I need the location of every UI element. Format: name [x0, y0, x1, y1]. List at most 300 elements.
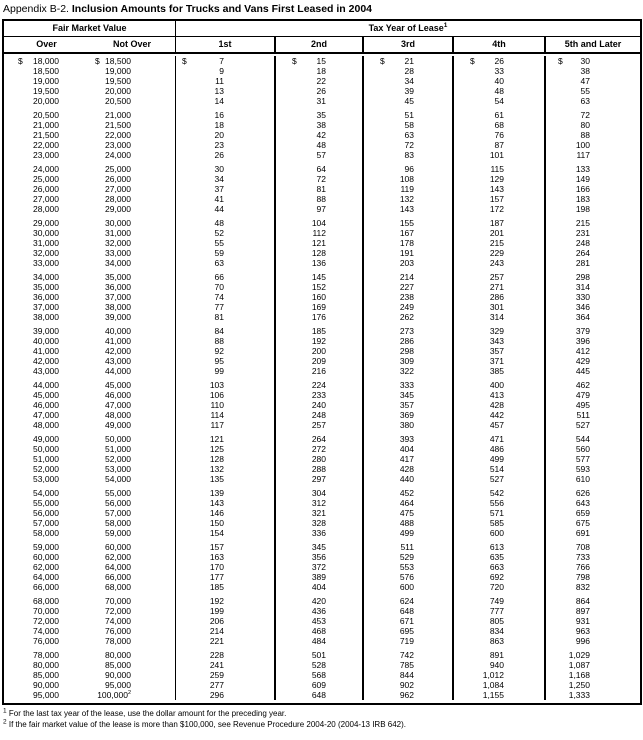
cell-value: 336: [311, 528, 326, 538]
cell-value: 30,000: [105, 218, 131, 228]
table-cell: [546, 606, 640, 616]
table-cell: [176, 248, 274, 258]
table-cell: [176, 174, 274, 184]
cell-value: 41,000: [105, 336, 131, 346]
table-cell: [4, 272, 89, 282]
table-cell: [546, 508, 640, 518]
table-cell: [546, 366, 640, 376]
table-cell: [176, 410, 274, 420]
cell-value: 412: [575, 346, 590, 356]
table-cell: [364, 420, 452, 430]
cell-value: 48: [494, 86, 504, 96]
table-cell: [546, 248, 640, 258]
cell-value: 74: [214, 292, 224, 302]
cell-value: 514: [489, 464, 504, 474]
table-cell: [546, 66, 640, 76]
cell-value: 117: [210, 420, 224, 430]
table-cell: [546, 258, 640, 268]
cell-value: 160: [311, 292, 326, 302]
cell-value: 21,000: [105, 110, 131, 120]
cell-value: 58,000: [33, 528, 59, 538]
cell-value: 100: [575, 140, 590, 150]
cell-value: 343: [489, 336, 504, 346]
table-cell: [176, 356, 274, 366]
table-cell: [89, 164, 175, 174]
cell-value: 214: [209, 626, 224, 636]
cell-value: 21,000: [33, 120, 59, 130]
cell-value: 57,000: [105, 508, 131, 518]
table-cell: [364, 302, 452, 312]
cell-value: 41: [214, 194, 224, 204]
table-cell: [546, 356, 640, 366]
cell-value: 613: [489, 542, 504, 552]
cell-value: 133: [575, 164, 590, 174]
table-cell: [454, 434, 544, 444]
cell-value: 55,000: [105, 488, 131, 498]
table-cell: [364, 670, 452, 680]
cell-value: 60,000: [105, 542, 131, 552]
cell-value: 54: [494, 96, 504, 106]
table-cell: [4, 282, 89, 292]
cell-value: 30: [580, 56, 590, 66]
cell-value: 163: [209, 552, 224, 562]
cell-value: 356: [311, 552, 326, 562]
cell-value: 90,000: [33, 680, 59, 690]
table-cell: [89, 56, 175, 66]
cell-value: 34: [214, 174, 224, 184]
cell-value: 80,000: [33, 660, 59, 670]
cell-value: 400: [489, 380, 504, 390]
cell-value: 30,000: [33, 228, 59, 238]
table-cell: [4, 420, 89, 430]
table-cell: [276, 690, 362, 700]
table-cell: [4, 292, 89, 302]
dollar-sign: $: [558, 56, 563, 66]
cell-value: 271: [489, 282, 504, 292]
table-cell: [454, 130, 544, 140]
cell-value: 96: [404, 164, 414, 174]
cell-value: 31,000: [33, 238, 59, 248]
cell-value: 708: [575, 542, 590, 552]
cell-value: 249: [399, 302, 414, 312]
table-cell: [89, 498, 175, 508]
table-cell: [364, 238, 452, 248]
table-cell: [364, 498, 452, 508]
cell-value: 221: [209, 636, 224, 646]
table-cell: [89, 238, 175, 248]
cell-value: 21,500: [33, 130, 59, 140]
cell-value: 66: [214, 272, 224, 282]
table-cell: [364, 552, 452, 562]
dollar-sign: $: [380, 56, 385, 66]
table-cell: [276, 164, 362, 174]
cell-value: 68,000: [33, 596, 59, 606]
table-cell: [4, 174, 89, 184]
cell-value: 436: [311, 606, 326, 616]
table-cell: [276, 120, 362, 130]
table-cell: [276, 174, 362, 184]
cell-value: 357: [399, 400, 414, 410]
table-cell: [364, 650, 452, 660]
table-cell: [176, 444, 274, 454]
table-header-column-row: [4, 37, 640, 54]
cell-value: 26: [214, 150, 224, 160]
cell-value: 26: [494, 56, 504, 66]
cell-value: 863: [489, 636, 504, 646]
cell-value: 88: [580, 130, 590, 140]
cell-value: 84: [214, 326, 224, 336]
table-cell: [454, 258, 544, 268]
table-cell: [364, 380, 452, 390]
table-cell: [546, 76, 640, 86]
table-cell: [89, 650, 175, 660]
table-cell: [176, 150, 274, 160]
dollar-sign: $: [470, 56, 475, 66]
col-2nd: [274, 56, 362, 700]
cell-value: 440: [399, 474, 414, 484]
table-cell: [276, 562, 362, 572]
table-cell: [276, 518, 362, 528]
cell-value: 52,000: [33, 464, 59, 474]
cell-value: 110: [210, 400, 224, 410]
table-cell: [546, 464, 640, 474]
cell-value: 70,000: [105, 596, 131, 606]
cell-value: 183: [575, 194, 590, 204]
cell-value: 66,000: [33, 582, 59, 592]
table-cell: [89, 528, 175, 538]
cell-value: 128: [209, 454, 224, 464]
cell-value: 248: [575, 238, 590, 248]
table-cell: [546, 498, 640, 508]
col-not-over: [89, 56, 176, 700]
table-cell: [364, 292, 452, 302]
cell-value: 48,000: [33, 420, 59, 430]
cell-value: 38: [580, 66, 590, 76]
table-cell: [89, 636, 175, 646]
table-cell: [454, 420, 544, 430]
cell-value: 22: [316, 76, 326, 86]
table-cell: [176, 464, 274, 474]
cell-value: 600: [489, 528, 504, 538]
cell-value: 143: [489, 184, 504, 194]
table-cell: [454, 542, 544, 552]
table-cell: [546, 110, 640, 120]
table-cell: [454, 552, 544, 562]
cell-value: 56,000: [33, 508, 59, 518]
cell-value: 145: [311, 272, 326, 282]
header-3rd: 3rd: [362, 37, 452, 52]
table-cell: [454, 86, 544, 96]
table-cell: [546, 690, 640, 700]
cell-value: 136: [311, 258, 326, 268]
header-not-over: Not Over: [89, 37, 176, 52]
cell-value: 24,000: [105, 150, 131, 160]
table-cell: [176, 96, 274, 106]
cell-value: 121: [209, 434, 224, 444]
cell-value: 14: [214, 96, 224, 106]
cell-value: 117: [576, 150, 590, 160]
table-cell: [454, 660, 544, 670]
cell-value: 19,500: [33, 86, 59, 96]
table-cell: [454, 96, 544, 106]
table-cell: [176, 542, 274, 552]
table-cell: [546, 636, 640, 646]
cell-value: 55: [580, 86, 590, 96]
table-cell: [276, 474, 362, 484]
table-cell: [4, 454, 89, 464]
cell-value: 157: [489, 194, 504, 204]
cell-value: 187: [489, 218, 504, 228]
table-cell: [276, 508, 362, 518]
header-fair-market-value: Fair Market Value: [4, 21, 176, 36]
cell-value: 20: [214, 130, 224, 140]
cell-value: 26,000: [105, 174, 131, 184]
table-cell: [546, 282, 640, 292]
cell-value: 28,000: [105, 194, 131, 204]
table-cell: [364, 616, 452, 626]
cell-value: 16: [214, 110, 224, 120]
table-cell: [364, 488, 452, 498]
cell-value: 527: [575, 420, 590, 430]
table-cell: [89, 582, 175, 592]
table-cell: [4, 184, 89, 194]
table-cell: [454, 366, 544, 376]
table-cell: [4, 474, 89, 484]
cell-value: 45,000: [105, 380, 131, 390]
cell-value: 63: [580, 96, 590, 106]
cell-value: 40: [494, 76, 504, 86]
table-cell: [454, 326, 544, 336]
table-cell: [546, 454, 640, 464]
cell-value: 68,000: [105, 582, 131, 592]
table-cell: [4, 390, 89, 400]
cell-value: 57,000: [33, 518, 59, 528]
table-cell: [276, 140, 362, 150]
cell-value: 301: [489, 302, 504, 312]
table-cell: [176, 66, 274, 76]
cell-value: 21,500: [105, 120, 131, 130]
cell-value: 610: [575, 474, 590, 484]
cell-value: 19,000: [105, 66, 131, 76]
cell-value: 143: [209, 498, 224, 508]
cell-value: 50,000: [33, 444, 59, 454]
table-cell: [454, 444, 544, 454]
cell-value: 216: [311, 366, 326, 376]
table-cell: [546, 528, 640, 538]
cell-value: 167: [399, 228, 414, 238]
cell-value: 420: [311, 596, 326, 606]
table-cell: [176, 498, 274, 508]
cell-value: 720: [489, 582, 504, 592]
table-cell: [364, 96, 452, 106]
table-cell: [364, 184, 452, 194]
cell-value: 241: [209, 660, 224, 670]
table-cell: [276, 410, 362, 420]
cell-value: 576: [399, 572, 414, 582]
cell-value: 231: [575, 228, 590, 238]
table-cell: [364, 164, 452, 174]
cell-value: 28,000: [33, 204, 59, 214]
table-cell: [364, 434, 452, 444]
cell-value: 1,087: [568, 660, 590, 670]
cell-value: 624: [399, 596, 414, 606]
table-cell: [276, 302, 362, 312]
table-cell: [276, 650, 362, 660]
cell-value: 80: [580, 120, 590, 130]
cell-value: 626: [575, 488, 590, 498]
title-main: Inclusion Amounts for Trucks and Vans First Leased in 2004: [68, 3, 372, 15]
table-cell: [364, 86, 452, 96]
table-cell: [364, 204, 452, 214]
table-cell: [176, 616, 274, 626]
cell-value: 85,000: [105, 660, 131, 670]
table-cell: [176, 184, 274, 194]
cell-value: 68: [494, 120, 504, 130]
table-cell: [176, 302, 274, 312]
table-cell: [89, 76, 175, 86]
cell-value: 345: [311, 542, 326, 552]
cell-value: 139: [209, 488, 224, 498]
footnote-2: [3, 717, 643, 731]
table-cell: [89, 356, 175, 366]
table-cell: [176, 218, 274, 228]
table-cell: [89, 552, 175, 562]
cell-value: 209: [311, 356, 326, 366]
table-cell: [546, 400, 640, 410]
cell-value: 593: [575, 464, 590, 474]
cell-value: 169: [311, 302, 326, 312]
table-cell: [89, 444, 175, 454]
header-tax-year-of-lease: Tax Year of Lease$^1$: [368, 22, 448, 33]
cell-value: 36,000: [105, 282, 131, 292]
cell-value: 199: [209, 606, 224, 616]
cell-value: 152: [311, 282, 326, 292]
table-cell: [4, 444, 89, 454]
table-cell: [276, 248, 362, 258]
cell-value: 940: [489, 660, 504, 670]
cell-value: 29,000: [105, 204, 131, 214]
cell-value: 321: [311, 508, 326, 518]
cell-value: 45,000: [33, 390, 59, 400]
table-cell: [4, 464, 89, 474]
cell-value: 31: [316, 96, 326, 106]
table-cell: [176, 194, 274, 204]
table-cell: [276, 542, 362, 552]
cell-value: 21: [404, 56, 414, 66]
cell-value: 72,000: [105, 606, 131, 616]
cell-value: 228: [209, 650, 224, 660]
cell-value: 50,000: [105, 434, 131, 444]
cell-value: 32,000: [33, 248, 59, 258]
cell-value: 468: [311, 626, 326, 636]
cell-value: 43,000: [105, 356, 131, 366]
table-cell: [176, 380, 274, 390]
table-cell: [276, 86, 362, 96]
table-cell: [276, 528, 362, 538]
table-cell: [89, 400, 175, 410]
cell-value: 609: [311, 680, 326, 690]
footnote-1-text: For the last tax year of the lease, use the dollar amount for the preceding year.: [8, 709, 287, 718]
cell-value: 58: [404, 120, 414, 130]
cell-value: 72,000: [33, 616, 59, 626]
cell-value: 9: [219, 66, 224, 76]
table-cell: [4, 498, 89, 508]
table-cell: [89, 110, 175, 120]
table-cell: [454, 562, 544, 572]
cell-value: 844: [399, 670, 414, 680]
cell-value: 38,000: [105, 302, 131, 312]
cell-value: 11: [215, 76, 224, 86]
table-cell: [546, 150, 640, 160]
cell-value: 659: [575, 508, 590, 518]
table-cell: [89, 366, 175, 376]
cell-value: 63: [404, 130, 414, 140]
cell-value: 511: [400, 542, 414, 552]
table-cell: [454, 248, 544, 258]
table-cell: [546, 596, 640, 606]
table-cell: [89, 258, 175, 268]
cell-value: 18,500: [105, 56, 131, 66]
table-cell: [454, 120, 544, 130]
table-cell: [176, 650, 274, 660]
cell-value: 85,000: [33, 670, 59, 680]
footnote-2-marker: 2: [3, 717, 7, 725]
table-cell: [276, 130, 362, 140]
cell-value: 13: [214, 86, 224, 96]
table-cell: [176, 680, 274, 690]
cell-value: 264: [311, 434, 326, 444]
table-cell: [4, 650, 89, 660]
cell-value: 100,000: [97, 690, 128, 700]
table-cell: [276, 366, 362, 376]
table-cell: [176, 164, 274, 174]
cell-value: 233: [311, 390, 326, 400]
table-cell: [89, 542, 175, 552]
cell-value: 396: [575, 336, 590, 346]
cell-value: 556: [489, 498, 504, 508]
table-cell: [454, 184, 544, 194]
cell-value: 259: [209, 670, 224, 680]
cell-value: 66,000: [105, 572, 131, 582]
table-cell: [454, 616, 544, 626]
table-cell: [176, 336, 274, 346]
table-cell: [4, 312, 89, 322]
cell-value: 203: [399, 258, 414, 268]
table-cell: [89, 282, 175, 292]
cell-value: 749: [489, 596, 504, 606]
table-cell: [546, 562, 640, 572]
table-cell: [89, 488, 175, 498]
cell-value: 393: [399, 434, 414, 444]
table-cell: [546, 660, 640, 670]
table-cell: [364, 312, 452, 322]
table-cell: [89, 130, 175, 140]
table-cell: [89, 150, 175, 160]
table-cell: [176, 454, 274, 464]
table-cell: [176, 582, 274, 592]
cell-value: 15: [316, 56, 326, 66]
cell-value: 404: [311, 582, 326, 592]
table-cell: [454, 518, 544, 528]
table-cell: [454, 488, 544, 498]
table-cell: [454, 164, 544, 174]
table-cell: [4, 86, 89, 96]
table-cell: [276, 552, 362, 562]
cell-value: 486: [489, 444, 504, 454]
table-cell: [276, 444, 362, 454]
cell-value: 18,500: [33, 66, 59, 76]
cell-value: 108: [399, 174, 414, 184]
